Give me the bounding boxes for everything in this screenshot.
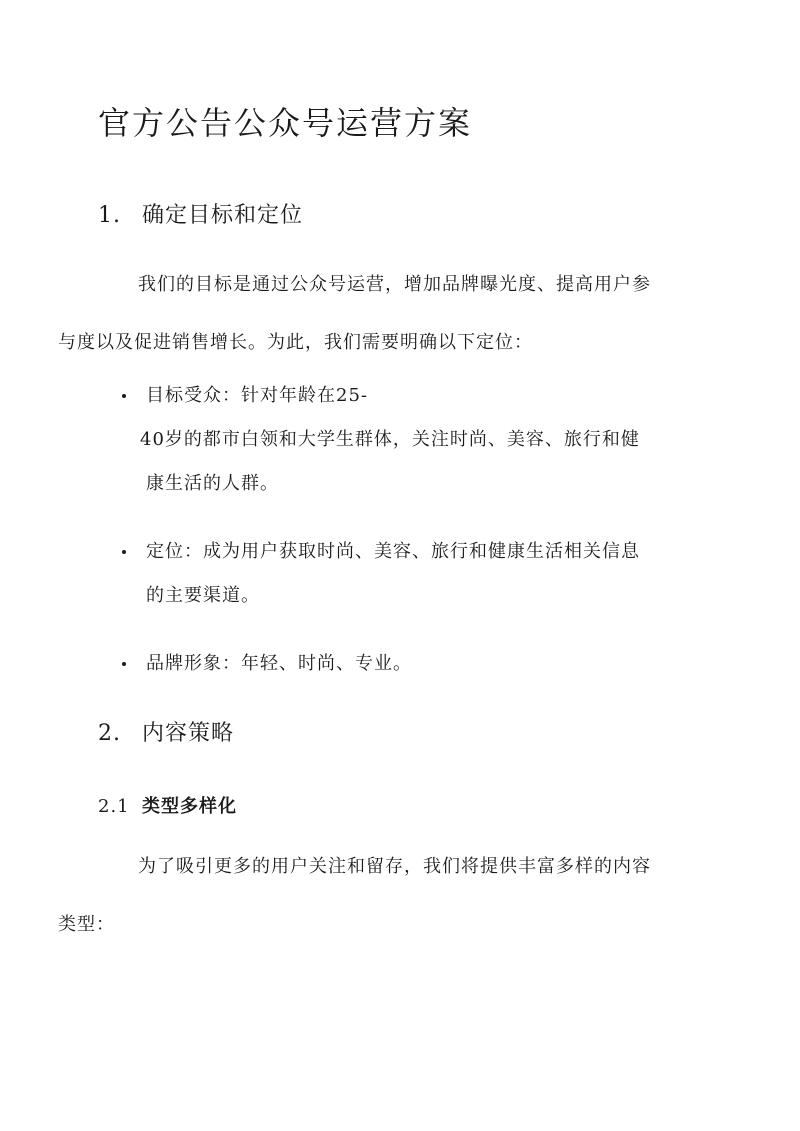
para-line: 类型：	[58, 914, 115, 935]
para-line: 我们的目标是通过公众号运营，增加品牌曝光度、提高用户参	[138, 274, 651, 295]
list-item-line: 康生活的人群。	[146, 473, 279, 494]
section-heading	[98, 198, 303, 229]
bullet-dot	[122, 550, 126, 554]
list-item	[122, 374, 640, 506]
list-item-line: 定位：成为用户获取时尚、美容、旅行和健康生活相关信息	[146, 541, 640, 562]
section-number: 2.	[98, 721, 121, 746]
para-line: 与度以及促进销售增长。为此，我们需要明确以下定位：	[58, 332, 533, 353]
subsection-paragraph	[58, 838, 704, 954]
bullet-dot	[122, 662, 126, 666]
list-item-line: 目标受众：针对年龄在25-	[146, 385, 368, 406]
section-title: 确定目标和定位	[142, 203, 304, 228]
subsection-title: 类型多样化	[142, 796, 237, 817]
subsection-heading	[98, 792, 237, 818]
section-heading	[98, 716, 234, 747]
section-number: 1.	[98, 203, 121, 228]
para-line: 为了吸引更多的用户关注和留存，我们将提供丰富多样的内容	[138, 856, 651, 877]
document-title: 官方公告公众号运营方案	[98, 104, 473, 142]
list-item	[122, 530, 640, 618]
section-intro	[58, 256, 704, 372]
section-title: 内容策略	[142, 721, 235, 746]
list-item-line: 品牌形象：年轻、时尚、专业。	[146, 653, 412, 674]
list-item-line: 40岁的都市白领和大学生群体，关注时尚、美容、旅行和健	[140, 429, 640, 450]
subsection-number: 2.1	[98, 796, 130, 817]
bullet-dot	[122, 394, 126, 398]
list-item	[122, 642, 412, 686]
list-item-line: 的主要渠道。	[146, 585, 260, 606]
